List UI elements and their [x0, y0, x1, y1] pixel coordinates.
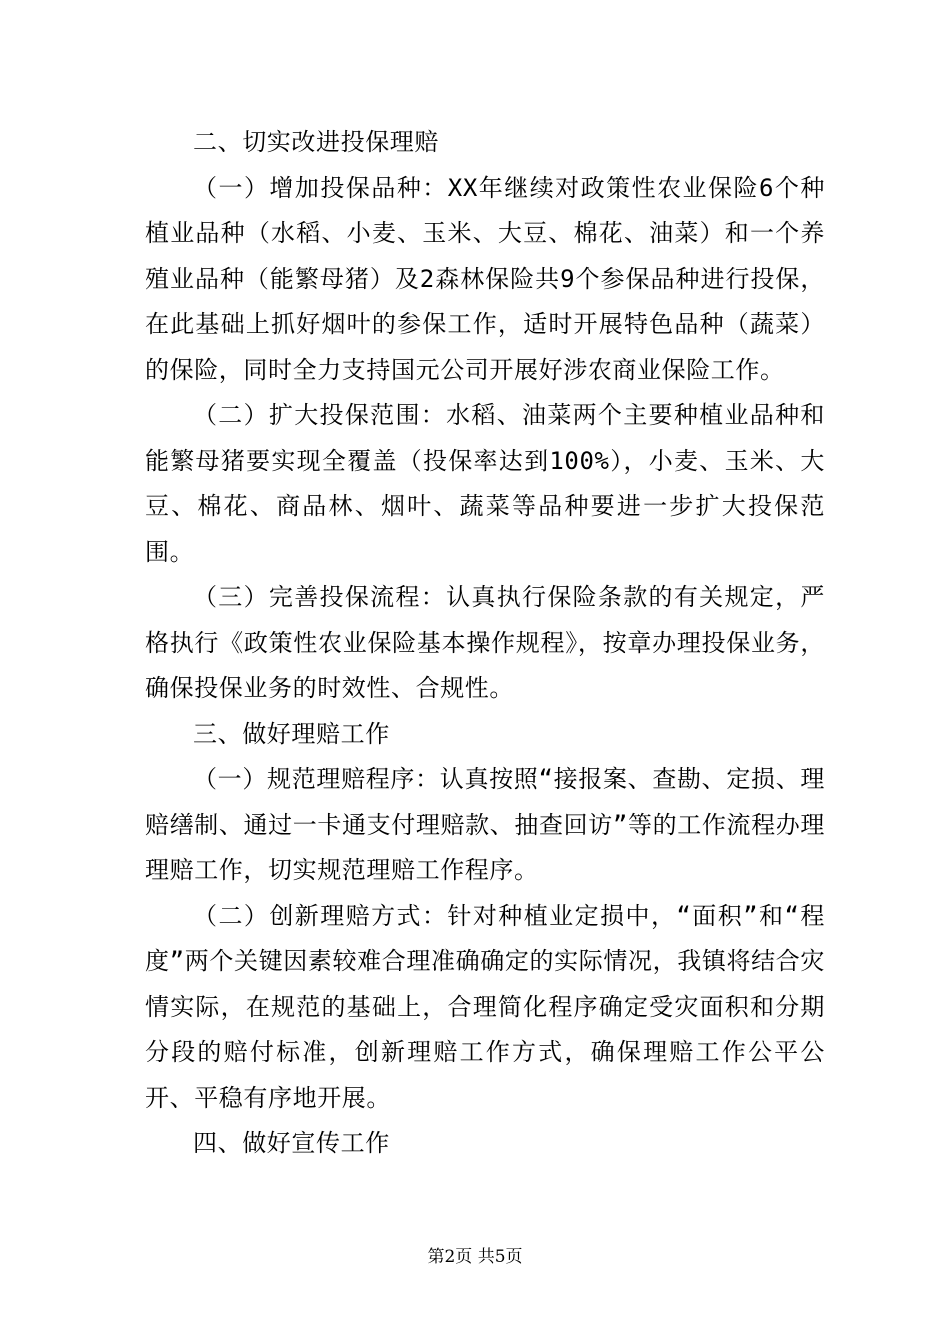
paragraph-claim-procedure: （一）规范理赔程序：认真按照“接报案、查勘、定损、理赔缮制、通过一卡通支付理赔款、抽查回访”等的工作流程办理理赔工作，切实规范理赔工作程序。 [145, 765, 825, 884]
paragraph-insurance-process: （三）完善投保流程：认真执行保险条款的有关规定，严格执行《政策性农业保险基本操作规程》，按章办理投保业务，确保投保业务的时效性、合规性。 [145, 583, 825, 702]
section-heading-2: 二、切实改进投保理赔 [193, 128, 439, 156]
page-number: 第2页 共5页 [427, 1247, 523, 1267]
paragraph-insurance-varieties: （一）增加投保品种：XX年继续对政策性农业保险6个种植业品种（水稻、小麦、玉米、大豆、棉花、油菜）和一个养殖业品种（能繁母猪）及2森林保险共9个参保品种进行投保，在此基础上抓好烟叶的参保工作，适时开展特色品种（蔬菜）的保险，同时全力支持国元公司开展好涉农商业保险工作。 [145, 173, 825, 384]
section-heading-4: 四、做好宣传工作 [193, 1129, 390, 1157]
paragraph-claim-innovation: （二）创新理赔方式：针对种植业定损中，“面积”和“程度”两个关键因素较难合理准确确定的实际情况，我镇将结合灾情实际，在规范的基础上，合理简化程序确定受灾面积和分期分段的赔付标准，创新理赔工作方式，确保理赔工作公平公开、平稳有序地开展。 [145, 901, 825, 1112]
document-body [145, 120, 825, 1167]
paragraph-insurance-scope: （二）扩大投保范围：水稻、油菜两个主要种植业品种和能繁母猪要实现全覆盖（投保率达到100%），小麦、玉米、大豆、棉花、商品林、烟叶、蔬菜等品种要进一步扩大投保范围。 [145, 401, 825, 566]
section-heading-3: 三、做好理赔工作 [193, 719, 390, 748]
